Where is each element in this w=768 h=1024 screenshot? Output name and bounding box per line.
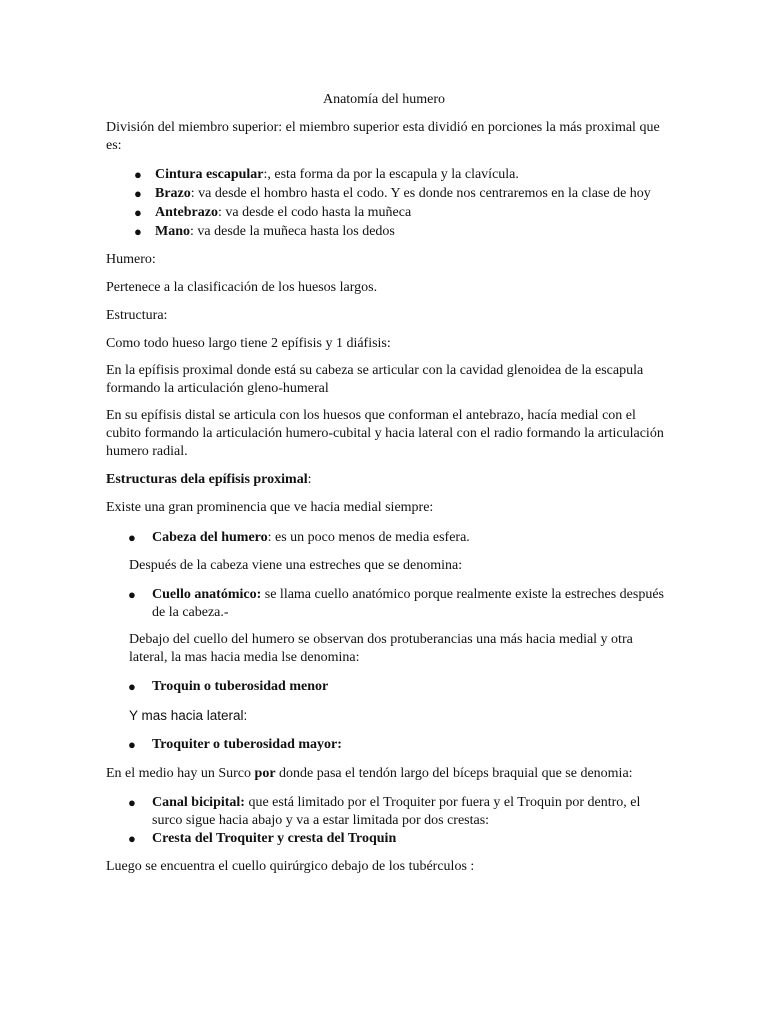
term-description: se llama cuello anatómico porque realmente existe la estreches después de la cabeza.-	[152, 587, 664, 620]
list-item	[155, 223, 675, 241]
despues-cabeza-text: Después de la cabeza viene una estreches que se denomina:	[129, 558, 463, 573]
surco-post: donde pasa el tendón largo del bíceps braquial que se denomia:	[275, 766, 633, 781]
bullet-icon: ●	[134, 205, 142, 220]
section-heading-text: Estructuras dela epífisis proximal	[106, 472, 308, 487]
epifisis-proximal-paragraph: En la epífisis proximal donde está su cabeza se articular con la cavidad glenoidea de la escapula formando la articulación gleno-humeral	[106, 363, 644, 396]
term-label: Troquiter o tuberosidad mayor:	[152, 737, 342, 752]
list-item	[152, 678, 672, 696]
bullet-icon: ●	[128, 831, 136, 846]
term-label: Cresta del Troquiter y cresta del Troquin	[152, 831, 397, 846]
term-label: Troquin o tuberosidad menor	[152, 679, 329, 694]
section-heading-colon: :	[307, 472, 312, 487]
term-label: Canal bicipital:	[152, 795, 245, 810]
term-label: Cabeza del humero	[152, 530, 268, 545]
list-item	[155, 204, 675, 222]
term-label: Cintura escapular	[155, 167, 264, 182]
document-title: Anatomía del humero	[322, 92, 446, 107]
section-heading	[106, 471, 666, 489]
list-item	[155, 185, 675, 203]
term-description: :, esta forma da por la escapula y la clavícula.	[263, 167, 519, 182]
surco-pre: En el medio hay un Surco	[106, 766, 255, 781]
cuello-quirurgico-text: Luego se encuentra el cuello quirúrgico debajo de los tubérculos :	[106, 859, 475, 874]
epifisis-count-text: Como todo hueso largo tiene 2 epífisis y 1 diáfisis:	[106, 336, 391, 351]
surco-paragraph	[106, 765, 686, 783]
list-item	[152, 586, 672, 622]
surco-bold: por	[254, 766, 276, 781]
bullet-icon: ●	[134, 224, 142, 239]
term-label: Mano	[155, 224, 190, 239]
list-item	[152, 736, 672, 754]
bullet-icon: ●	[128, 737, 136, 752]
humero-label: Humero:	[106, 252, 156, 267]
epifisis-distal-paragraph: En su epífisis distal se articula con los huesos que conforman el antebrazo, hacía medial con el cubito formando la articulación humero-cubital y hacia lateral con el radio formando la articulación humero radial.	[106, 408, 664, 459]
list-item	[155, 166, 675, 184]
list-item	[152, 830, 672, 848]
mas-lateral-text: Y mas hacia lateral:	[129, 708, 248, 723]
term-description: : va desde la muñeca hasta los dedos	[190, 224, 395, 239]
bullet-icon: ●	[128, 530, 136, 545]
bullet-icon: ●	[134, 186, 142, 201]
bullet-icon: ●	[128, 587, 136, 602]
list-item	[152, 529, 672, 547]
clasificacion-text: Pertenece a la clasificación de los huesos largos.	[106, 280, 378, 295]
bullet-icon: ●	[134, 167, 142, 182]
term-description: : es un poco menos de media esfera.	[267, 530, 470, 545]
term-label: Brazo	[155, 186, 191, 201]
estructura-label: Estructura:	[106, 308, 168, 323]
list-item	[152, 794, 672, 830]
intro-paragraph: División del miembro superior: el miembro superior esta dividió en porciones la más proximal que es:	[106, 120, 660, 153]
debajo-cuello-paragraph: Debajo del cuello del humero se observan dos protuberancias una más hacia medial y otra lateral, la mas hacia media lse denomina:	[129, 632, 633, 665]
term-label: Cuello anatómico:	[152, 587, 262, 602]
term-description: que está limitado por el Troquiter por fuera y el Troquin por dentro, el surco sigue hacia abajo y va a estar limitada por dos crestas:	[152, 795, 641, 828]
term-label: Antebrazo	[155, 205, 218, 220]
term-description: : va desde el codo hasta la muñeca	[218, 205, 412, 220]
bullet-icon: ●	[128, 795, 136, 810]
term-description: : va desde el hombro hasta el codo. Y es donde nos centraremos en la clase de hoy	[190, 186, 651, 201]
bullet-icon: ●	[128, 679, 136, 694]
prominencia-text: Existe una gran prominencia que ve hacia medial siempre:	[106, 500, 434, 515]
